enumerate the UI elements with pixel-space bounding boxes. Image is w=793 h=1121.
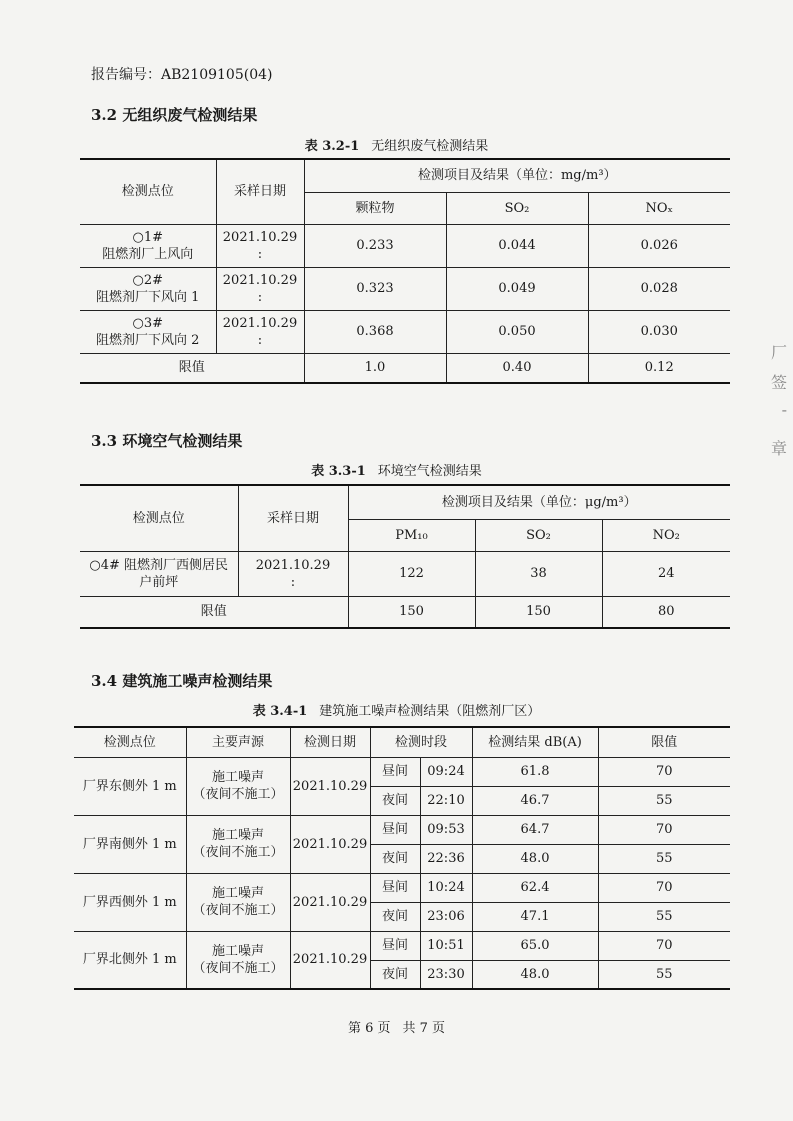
period-label: 夜间 xyxy=(370,902,420,931)
result-value: 48.0 xyxy=(472,960,598,989)
limit-value: 1.0 xyxy=(304,353,446,383)
period-label: 夜间 xyxy=(370,960,420,989)
period-time: 22:36 xyxy=(420,844,472,873)
period-time: 10:24 xyxy=(420,873,472,902)
date-suffix: : xyxy=(290,574,296,590)
date-cell: 2021.10.29 xyxy=(290,757,370,815)
table-row xyxy=(80,267,730,310)
table-3-2-1 xyxy=(80,158,730,384)
period-label: 昼间 xyxy=(370,931,420,960)
source-line: （夜间不施工） xyxy=(192,845,284,860)
point-id: ○2# xyxy=(132,272,163,288)
period-time: 09:24 xyxy=(420,757,472,786)
limit-label: 限值 xyxy=(80,353,304,383)
source-line: 施工噪声 xyxy=(211,828,264,843)
point-name: ○4# 阻燃剂厂西侧居民 xyxy=(89,557,229,573)
table-3-3-1-caption xyxy=(0,460,793,479)
limit-value: 55 xyxy=(598,786,730,815)
period-time: 09:53 xyxy=(420,815,472,844)
date-suffix: : xyxy=(257,332,263,348)
stamp-fragment: 章 xyxy=(770,439,787,458)
point-cell: 厂界西侧外 1 m xyxy=(74,873,186,931)
sample-date: 2021.10.29 xyxy=(222,272,298,288)
limit-row xyxy=(80,353,730,383)
header-item: SO₂ xyxy=(475,519,602,551)
source-line: 施工噪声 xyxy=(211,770,264,785)
value-cell: 0.028 xyxy=(588,267,730,310)
period-label: 昼间 xyxy=(370,873,420,902)
date-cell: 2021.10.29 xyxy=(290,873,370,931)
limit-value: 0.40 xyxy=(446,353,588,383)
page-number: 第 6 页 xyxy=(347,1021,391,1036)
point-id: ○1# xyxy=(132,229,163,245)
header-item: NOₓ xyxy=(588,192,730,224)
point-name: 阻燃剂厂下风向 1 xyxy=(96,289,200,305)
period-label: 昼间 xyxy=(370,815,420,844)
limit-value: 150 xyxy=(348,596,475,628)
header-date: 采样日期 xyxy=(238,485,348,551)
header-period: 检测时段 xyxy=(370,727,472,757)
table-row xyxy=(74,815,730,844)
header-item: 颗粒物 xyxy=(304,192,446,224)
stamp-fragment: 厂 xyxy=(770,343,787,362)
value-cell: 122 xyxy=(348,551,475,596)
header-point: 检测点位 xyxy=(80,485,238,551)
result-value: 48.0 xyxy=(472,844,598,873)
point-cell: 厂界北侧外 1 m xyxy=(74,931,186,989)
table-row xyxy=(74,931,730,960)
date-cell: 2021.10.29 xyxy=(290,815,370,873)
section-3-2-title: 3.2 无组织废气检测结果 xyxy=(91,106,258,124)
value-cell: 0.044 xyxy=(446,224,588,267)
table-row xyxy=(80,551,730,596)
sample-date: 2021.10.29 xyxy=(255,557,331,573)
period-time: 23:06 xyxy=(420,902,472,931)
value-cell: 0.030 xyxy=(588,310,730,353)
caption-title: 环境空气检测结果 xyxy=(377,464,482,479)
header-limit: 限值 xyxy=(598,727,730,757)
result-value: 47.1 xyxy=(472,902,598,931)
value-cell: 0.323 xyxy=(304,267,446,310)
limit-value: 70 xyxy=(598,873,730,902)
limit-value: 150 xyxy=(475,596,602,628)
period-label: 昼间 xyxy=(370,757,420,786)
value-cell: 0.049 xyxy=(446,267,588,310)
value-cell: 0.050 xyxy=(446,310,588,353)
header-group: 检测项目及结果（单位：mg/m³） xyxy=(304,159,730,192)
header-result: 检测结果 dB(A) xyxy=(472,727,598,757)
page-total: 共 7 页 xyxy=(402,1021,446,1036)
caption-title: 建筑施工噪声检测结果（阻燃剂厂区） xyxy=(319,704,541,719)
header-point: 检测点位 xyxy=(80,159,216,224)
period-time: 23:30 xyxy=(420,960,472,989)
report-number: 报告编号：AB2109105(04) xyxy=(91,67,273,83)
header-source: 主要声源 xyxy=(186,727,290,757)
table-3-3-1 xyxy=(80,484,730,629)
header-point: 检测点位 xyxy=(74,727,186,757)
limit-value: 55 xyxy=(598,844,730,873)
result-value: 62.4 xyxy=(472,873,598,902)
caption-number: 表 3.2-1 xyxy=(304,139,360,154)
header-date: 采样日期 xyxy=(216,159,304,224)
limit-row xyxy=(80,596,730,628)
limit-value: 0.12 xyxy=(588,353,730,383)
limit-value: 70 xyxy=(598,757,730,786)
limit-value: 70 xyxy=(598,931,730,960)
source-line: （夜间不施工） xyxy=(192,960,284,976)
stamp-fragment: 签 xyxy=(770,373,787,392)
result-value: 46.7 xyxy=(472,786,598,815)
point-cell: 厂界南侧外 1 m xyxy=(74,815,186,873)
table-3-4-1-caption xyxy=(0,700,793,719)
source-line: 施工噪声 xyxy=(211,886,264,901)
caption-title: 无组织废气检测结果 xyxy=(371,139,489,154)
limit-label: 限值 xyxy=(80,596,348,628)
limit-value: 55 xyxy=(598,902,730,931)
source-line: 施工噪声 xyxy=(211,943,264,959)
period-time: 22:10 xyxy=(420,786,472,815)
result-value: 64.7 xyxy=(472,815,598,844)
date-suffix: : xyxy=(257,246,263,262)
stamp-fragment: - xyxy=(781,400,787,419)
caption-number: 表 3.4-1 xyxy=(252,704,308,719)
source-line: （夜间不施工） xyxy=(192,787,284,802)
period-label: 夜间 xyxy=(370,786,420,815)
period-label: 夜间 xyxy=(370,844,420,873)
header-group: 检测项目及结果（单位：μg/m³） xyxy=(348,485,730,519)
date-suffix: : xyxy=(257,289,263,305)
value-cell: 24 xyxy=(602,551,730,596)
table-row xyxy=(80,310,730,353)
header-item: PM₁₀ xyxy=(348,519,475,551)
point-name: 阻燃剂厂下风向 2 xyxy=(96,332,200,348)
table-row xyxy=(74,873,730,902)
point-id: ○3# xyxy=(132,315,163,331)
point-cell: 厂界东侧外 1 m xyxy=(74,757,186,815)
limit-value: 70 xyxy=(598,815,730,844)
sample-date: 2021.10.29 xyxy=(222,229,298,245)
limit-value: 80 xyxy=(602,596,730,628)
header-item: SO₂ xyxy=(446,192,588,224)
value-cell: 0.368 xyxy=(304,310,446,353)
table-row xyxy=(80,224,730,267)
source-line: （夜间不施工） xyxy=(192,903,284,918)
header-item: NO₂ xyxy=(602,519,730,551)
limit-value: 55 xyxy=(598,960,730,989)
point-name: 阻燃剂厂上风向 xyxy=(102,246,194,262)
table-3-4-1 xyxy=(74,726,730,990)
page-footer xyxy=(0,1017,793,1036)
period-time: 10:51 xyxy=(420,931,472,960)
point-name: 户前坪 xyxy=(139,574,179,590)
section-3-4-title: 3.4 建筑施工噪声检测结果 xyxy=(91,672,273,690)
header-date: 检测日期 xyxy=(290,727,370,757)
value-cell: 38 xyxy=(475,551,602,596)
section-3-3-title: 3.3 环境空气检测结果 xyxy=(91,432,243,450)
result-value: 61.8 xyxy=(472,757,598,786)
sample-date: 2021.10.29 xyxy=(222,315,298,331)
date-cell: 2021.10.29 xyxy=(290,931,370,989)
caption-number: 表 3.3-1 xyxy=(311,464,366,479)
table-3-2-1-caption xyxy=(0,135,793,154)
result-value: 65.0 xyxy=(472,931,598,960)
value-cell: 0.026 xyxy=(588,224,730,267)
table-row xyxy=(74,757,730,786)
value-cell: 0.233 xyxy=(304,224,446,267)
